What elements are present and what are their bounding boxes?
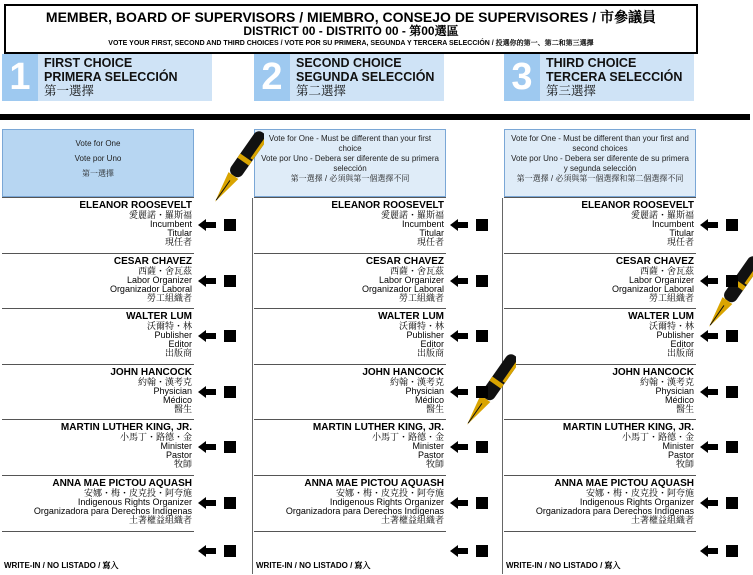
- candidate-name: JOHN HANCOCK: [612, 366, 694, 378]
- candidate-occupation: Incumbent: [401, 219, 444, 229]
- instruction-line: Vote por Uno - Debera ser diferente de su primera selección: [261, 154, 439, 173]
- candidate-name-zh: 小馬丁・路德・金: [371, 432, 444, 442]
- write-in-row[interactable]: [2, 531, 194, 575]
- candidate-name-zh: 愛麗諾・羅斯福: [380, 210, 444, 220]
- candidate-occupation: 勞工組織者: [648, 292, 694, 303]
- candidate-name-zh: 沃爾特・林: [398, 321, 444, 331]
- candidate-occupation: Organizador Laboral: [611, 283, 694, 294]
- candidate-info: [612, 367, 694, 414]
- candidate-info: [362, 367, 444, 414]
- candidate-name: CESAR CHAVEZ: [615, 255, 694, 267]
- candidate-occupation: 醫生: [675, 403, 694, 414]
- candidate-occupation: Publisher: [406, 330, 444, 340]
- candidate-name-zh: 西薩・舍瓦茲: [137, 265, 192, 276]
- candidate-occupation: 醫生: [173, 403, 192, 414]
- candidate-name-zh: 安娜・梅・皮克投・阿夸施: [335, 487, 444, 498]
- candidate-name: MARTIN LUTHER KING, JR.: [562, 422, 694, 433]
- candidate-name: MARTIN LUTHER KING, JR.: [312, 422, 444, 433]
- candidate-name-zh: 約翰・漢考克: [639, 376, 694, 387]
- candidate-occupation: 牧師: [675, 459, 694, 469]
- candidate-info: [110, 367, 192, 414]
- candidate-row[interactable]: [504, 419, 696, 475]
- instruction-line: Vote for One - Must be different than your first and second choices: [511, 134, 689, 153]
- ballot-column-2: [254, 129, 446, 574]
- vote-arrow-target[interactable]: [450, 386, 488, 398]
- candidate-row[interactable]: [2, 308, 194, 364]
- candidate-name: WALTER LUM: [628, 311, 694, 322]
- vote-arrow-target[interactable]: [450, 219, 488, 231]
- candidate-row[interactable]: [504, 364, 696, 420]
- candidate-occupation: Minister: [412, 441, 444, 451]
- column-instructions: [504, 129, 696, 197]
- candidate-info: [313, 422, 444, 469]
- candidate-occupation: Physician: [153, 385, 192, 396]
- candidate-name-zh: 西薩・舍瓦茲: [389, 265, 444, 276]
- candidate-name: ELEANOR ROOSEVELT: [581, 200, 694, 211]
- candidate-info: [79, 200, 192, 247]
- candidate-name: ELEANOR ROOSEVELT: [79, 200, 192, 211]
- candidate-info: [34, 478, 192, 525]
- vote-arrow-target[interactable]: [198, 219, 236, 231]
- contest-title: MEMBER, BOARD OF SUPERVISORS / MIEMBRO, CONSEJO DE SUPERVISORES / 市參議員: [45, 9, 657, 25]
- choice-banner-first: [2, 54, 212, 101]
- candidate-occupation: 出版商: [164, 348, 192, 358]
- choice-number: 1: [2, 54, 38, 101]
- candidate-row[interactable]: [504, 308, 696, 364]
- vote-arrow-target[interactable]: [450, 545, 488, 557]
- candidate-occupation: Pastor: [417, 450, 444, 460]
- candidate-occupation: 出版商: [416, 348, 444, 358]
- candidate-occupation: Minister: [160, 441, 192, 451]
- vote-arrow-target[interactable]: [198, 497, 236, 509]
- candidate-row[interactable]: [254, 253, 446, 309]
- candidate-name-zh: 小馬丁・路德・金: [119, 432, 192, 442]
- candidate-occupation: Labor Organizer: [378, 274, 444, 285]
- candidate-occupation: Titular: [669, 228, 694, 238]
- candidate-occupation: Indigenous Rights Organizer: [329, 496, 444, 507]
- candidate-occupation: Pastor: [667, 450, 694, 460]
- candidate-occupation: 出版商: [666, 348, 694, 358]
- instruction-line: Vote for One - Must be different than your first choice: [268, 134, 432, 153]
- candidate-occupation: 現任者: [416, 237, 444, 247]
- pen-icon: [212, 125, 264, 213]
- write-in-row[interactable]: [254, 531, 446, 575]
- candidate-row[interactable]: [2, 419, 194, 475]
- candidate-occupation: Titular: [167, 228, 192, 238]
- write-in-label: WRITE-IN / NO LISTADO / 寫入: [4, 561, 119, 570]
- vote-arrow-target[interactable]: [198, 545, 236, 557]
- candidate-occupation: Editor: [670, 339, 694, 349]
- instruction-line: 第一選擇 / 必須與第一個選擇和第二個選擇不同: [516, 174, 684, 183]
- write-in-row[interactable]: [504, 531, 696, 575]
- vote-arrow-target[interactable]: [700, 545, 738, 557]
- candidate-row[interactable]: [254, 308, 446, 364]
- candidate-name: MARTIN LUTHER KING, JR.: [60, 422, 192, 433]
- candidate-row[interactable]: [254, 419, 446, 475]
- choice-banner-second: [254, 54, 444, 101]
- candidate-row[interactable]: [504, 253, 696, 309]
- candidate-occupation: Organizador Laboral: [109, 283, 192, 294]
- choice-number: 2: [254, 54, 290, 101]
- choice-banner-third: [504, 54, 694, 101]
- candidate-name-zh: 沃爾特・林: [146, 321, 192, 331]
- candidate-occupation: Médico: [162, 394, 192, 405]
- choice-label: FIRST CHOICE PRIMERA SELECCIÓN 第一選擇: [44, 56, 178, 98]
- candidate-occupation: Labor Organizer: [126, 274, 192, 285]
- candidate-row[interactable]: [2, 253, 194, 309]
- candidate-row[interactable]: [504, 197, 696, 253]
- vote-arrow-target[interactable]: [198, 441, 236, 453]
- candidate-info: [286, 478, 444, 525]
- vote-arrow-target[interactable]: [198, 275, 236, 287]
- candidate-occupation: Indigenous Rights Organizer: [77, 496, 192, 507]
- vote-arrow-target[interactable]: [700, 386, 738, 398]
- vote-arrow-target[interactable]: [198, 330, 236, 342]
- candidate-occupation: Organizadora para Derechos Indígenas: [535, 505, 694, 516]
- candidate-row[interactable]: [2, 475, 194, 531]
- candidate-occupation: 土著權益組織者: [630, 514, 694, 525]
- candidate-occupation: Physician: [655, 385, 694, 396]
- vote-arrow-target[interactable]: [198, 386, 236, 398]
- candidate-name-zh: 安娜・梅・皮克投・阿夸施: [585, 487, 694, 498]
- candidate-info: [126, 311, 192, 358]
- candidate-name: JOHN HANCOCK: [110, 366, 192, 378]
- vote-arrow-target[interactable]: [450, 441, 488, 453]
- candidate-occupation: Editor: [420, 339, 444, 349]
- column-instructions: [2, 129, 194, 197]
- candidate-name: CESAR CHAVEZ: [365, 255, 444, 267]
- candidate-info: [378, 311, 444, 358]
- instruction-line: Vote por Uno - Debera ser diferente de su primera y segunda selección: [511, 154, 689, 173]
- candidate-info: [331, 200, 444, 247]
- vote-arrow-target[interactable]: [700, 275, 738, 287]
- choice-number: 3: [504, 54, 540, 101]
- candidate-occupation: Incumbent: [651, 219, 694, 229]
- candidate-info: [563, 422, 694, 469]
- write-in-label: WRITE-IN / NO LISTADO / 寫入: [506, 561, 621, 570]
- candidate-occupation: 勞工組織者: [398, 292, 444, 303]
- candidate-info: [581, 200, 694, 247]
- instruction-line: 第一選擇 / 必須與第一個選擇不同: [290, 174, 410, 183]
- candidate-info: [536, 478, 694, 525]
- candidate-occupation: Publisher: [656, 330, 694, 340]
- candidate-name-zh: 約翰・漢考克: [137, 376, 192, 387]
- choice-label: SECOND CHOICE SEGUNDA SELECCIÓN 第二選擇: [296, 56, 435, 98]
- vote-arrow-target[interactable]: [450, 330, 488, 342]
- candidate-occupation: Organizadora para Derechos Indígenas: [33, 505, 192, 516]
- column-divider: [252, 198, 253, 574]
- candidate-name-zh: 西薩・舍瓦茲: [639, 265, 694, 276]
- contest-instruction: VOTE YOUR FIRST, SECOND AND THIRD CHOICES / VOTE POR SU PRIMERA, SEGUNDA Y TERCERA SELECCIÓN / 投選你的第一、第二和第三選擇: [108, 40, 594, 47]
- candidate-occupation: Titular: [419, 228, 444, 238]
- candidate-name-zh: 小馬丁・路德・金: [621, 432, 694, 442]
- candidate-occupation: Médico: [414, 394, 444, 405]
- candidate-name: ELEANOR ROOSEVELT: [331, 200, 444, 211]
- candidate-name: ANNA MAE PICTOU AQUASH: [554, 477, 694, 489]
- candidate-occupation: Publisher: [154, 330, 192, 340]
- candidate-occupation: 土著權益組織者: [128, 514, 192, 525]
- pen-icon: [706, 250, 753, 338]
- candidate-name: ANNA MAE PICTOU AQUASH: [52, 477, 192, 489]
- candidate-row[interactable]: [504, 475, 696, 531]
- candidate-occupation: 醫生: [425, 403, 444, 414]
- candidate-name: CESAR CHAVEZ: [113, 255, 192, 267]
- candidate-occupation: Pastor: [165, 450, 192, 460]
- instruction-line: 第一選擇: [82, 169, 114, 178]
- candidate-row[interactable]: [2, 197, 194, 253]
- candidate-occupation: 現任者: [666, 237, 694, 247]
- ballot-column-3: [504, 129, 696, 574]
- candidate-occupation: Indigenous Rights Organizer: [579, 496, 694, 507]
- candidate-info: [61, 422, 192, 469]
- candidate-info: [628, 311, 694, 358]
- contest-header: [4, 4, 698, 54]
- candidate-occupation: Organizadora para Derechos Indígenas: [285, 505, 444, 516]
- write-in-label: WRITE-IN / NO LISTADO / 寫入: [256, 561, 371, 570]
- candidate-occupation: 土著權益組織者: [380, 514, 444, 525]
- candidate-occupation: Minister: [662, 441, 694, 451]
- candidate-name-zh: 約翰・漢考克: [389, 376, 444, 387]
- candidate-occupation: Incumbent: [149, 219, 192, 229]
- candidate-occupation: Physician: [405, 385, 444, 396]
- candidate-name-zh: 愛麗諾・羅斯福: [128, 210, 192, 220]
- candidate-occupation: 牧師: [173, 459, 192, 469]
- candidate-name: WALTER LUM: [378, 311, 444, 322]
- candidate-row[interactable]: [254, 364, 446, 420]
- candidate-occupation: Labor Organizer: [628, 274, 694, 285]
- candidate-row[interactable]: [254, 475, 446, 531]
- candidate-occupation: Médico: [664, 394, 694, 405]
- candidate-name: JOHN HANCOCK: [362, 366, 444, 378]
- candidate-name-zh: 沃爾特・林: [648, 321, 694, 331]
- candidate-name-zh: 愛麗諾・羅斯福: [630, 210, 694, 220]
- choice-label: THIRD CHOICE TERCERA SELECCIÓN 第三選擇: [546, 56, 683, 98]
- candidate-row[interactable]: [2, 364, 194, 420]
- contest-district: DISTRICT 00 - DISTRITO 00 - 第00選區: [243, 24, 459, 38]
- candidate-name: WALTER LUM: [126, 311, 192, 322]
- candidate-info: [612, 256, 694, 303]
- candidate-occupation: 勞工組織者: [146, 292, 192, 303]
- vote-arrow-target[interactable]: [700, 497, 738, 509]
- candidate-occupation: 現任者: [164, 237, 192, 247]
- ballot-column-1: [2, 129, 194, 574]
- candidate-name-zh: 安娜・梅・皮克投・阿夸施: [83, 487, 192, 498]
- vote-arrow-target[interactable]: [450, 497, 488, 509]
- instruction-line: Vote por Uno: [74, 154, 122, 163]
- vote-arrow-target[interactable]: [700, 330, 738, 342]
- candidate-row[interactable]: [254, 197, 446, 253]
- vote-arrow-target[interactable]: [700, 219, 738, 231]
- candidate-occupation: 牧師: [425, 459, 444, 469]
- candidate-occupation: Organizador Laboral: [361, 283, 444, 294]
- vote-arrow-target[interactable]: [700, 441, 738, 453]
- candidate-occupation: Editor: [168, 339, 192, 349]
- column-instructions: [254, 129, 446, 197]
- candidate-info: [362, 256, 444, 303]
- candidate-name: ANNA MAE PICTOU AQUASH: [304, 477, 444, 489]
- instruction-line: Vote for One: [75, 139, 121, 148]
- vote-arrow-target[interactable]: [450, 275, 488, 287]
- candidate-info: [110, 256, 192, 303]
- section-divider: [0, 114, 750, 120]
